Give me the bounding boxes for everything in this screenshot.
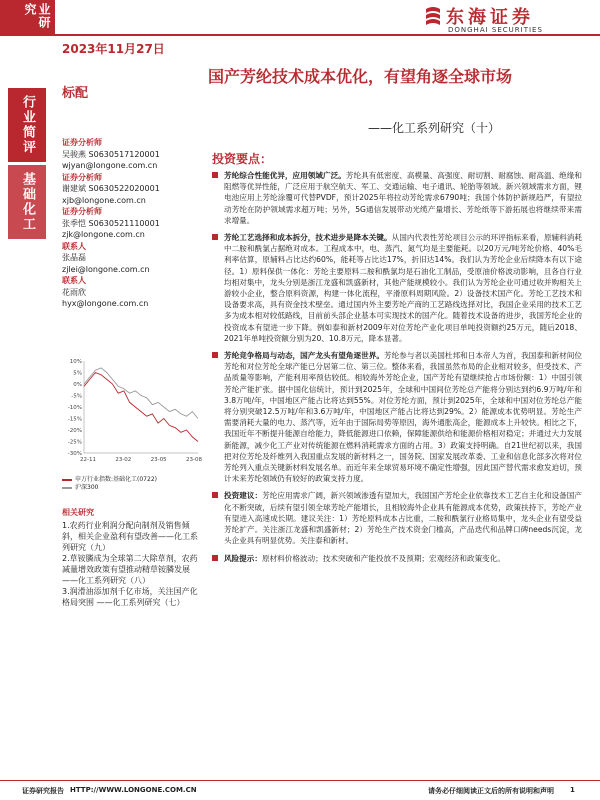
footer-rule <box>0 780 600 781</box>
analyst-role: 证券分析师 <box>62 172 102 182</box>
analyst-role: 证券分析师 <box>62 207 102 216</box>
contact-role: 联系人 <box>62 276 86 285</box>
analyst-entry <box>62 206 202 241</box>
analyst-email[interactable]: xjb@longone.com.cn <box>62 195 146 205</box>
contact-email[interactable]: hyx@longone.com.cn <box>62 299 149 308</box>
rating: 标配 <box>62 86 89 101</box>
chart-legend <box>62 476 157 492</box>
bullet-square-icon <box>212 172 218 178</box>
contact-role: 联系人 <box>62 241 86 251</box>
y-tick-label: 10% <box>69 359 82 365</box>
legend-item-industry <box>62 476 157 484</box>
bullet-lead: 芳纶综合性能优异，应用领域广泛。 <box>224 171 346 180</box>
bullet-square-icon <box>212 492 218 498</box>
legend-label: 申万行业指数:基础化工(0722) <box>75 476 157 483</box>
analyst-role: 证券分析师 <box>62 138 102 147</box>
x-tick-label: 23-05 <box>150 457 167 463</box>
legend-swatch <box>62 487 72 489</box>
analyst-email[interactable]: wjyan@longone.com.cn <box>62 161 158 170</box>
report-title: 国产芳纶技术成本优化，有望角逐全球市场 <box>208 67 513 86</box>
side-tab-review: 行业简评 <box>8 88 46 162</box>
related-item[interactable]: 1.农药行业利润分配向制剂及销售倾斜，相关企业盈利有望改善——化工系列研究（九） <box>62 521 198 552</box>
x-tick-label: 22-11 <box>80 457 96 463</box>
analyst-list <box>62 137 202 310</box>
related-item[interactable]: 2.草铵膦成为全球第二大除草剂，农药减量增效政策有望推动精草铵膦发展——化工系列研究（八） <box>62 554 198 585</box>
bullet-item <box>212 232 582 344</box>
y-tick-label: -5% <box>71 393 82 400</box>
analyst-name: 吴骏燕 S0630517120001 <box>62 149 160 159</box>
x-tick-label: 23-08 <box>186 457 202 463</box>
report-date: 2023年11月27日 <box>62 42 165 56</box>
report-type-tab: 业研究 <box>0 0 55 36</box>
bullet-item <box>212 553 582 564</box>
bullet-square-icon <box>212 234 218 240</box>
analyst-email[interactable]: zjk@longone.com.cn <box>62 230 145 239</box>
footer-disclaimer: 请务必仔细阅读正文后的所有说明和声明 <box>428 787 554 795</box>
bullet-square-icon <box>212 555 218 561</box>
logo-text-cn: 东海证券 <box>446 7 534 28</box>
page-number: 1 <box>570 786 575 794</box>
y-tick-label: -25% <box>67 439 82 446</box>
logo-mark-icon <box>424 5 442 27</box>
y-tick-label: -15% <box>67 416 82 423</box>
key-points-heading: 投资要点： <box>212 152 273 166</box>
contact-name: 花雨欣 <box>62 287 86 297</box>
analyst-name: 谢建斌 S0630522020001 <box>62 184 160 193</box>
bullet-square-icon <box>212 352 218 358</box>
legend-swatch <box>62 479 72 481</box>
contact-entry <box>62 241 202 276</box>
related-research-heading: 相关研究 <box>62 508 94 517</box>
index-performance-chart <box>62 357 202 467</box>
bullet-item <box>212 170 582 226</box>
bullet-text: 芳纶具有低密度、高模量、高强度、耐切割、耐腐蚀、耐高温、绝缘和阻燃等优异性能，广泛应用于航空航天、军工、交通运输、电子通讯、轮胎等领域。新兴领域需求方面，锂电池应用上芳纶涂覆可代替PVDF，预计2025年将拉动芳纶需求6790吨；我国个体防护新规趋严，有望拉动芳纶在防护领域需求超万吨；另外，5G通信发展带动光缆产量增长、芳纶纸等下游拓展也将继续带来需求增量。 <box>224 171 583 225</box>
contact-entry <box>62 275 202 310</box>
analyst-entry <box>62 137 202 172</box>
bullet-lead: 芳纶工艺选择和成本拆分，技术进步是降本关键。 <box>224 233 392 243</box>
y-tick-label: 5% <box>73 370 82 377</box>
footer-url[interactable]: HTTP://WWW.LONGONE.COM.CN <box>70 786 197 794</box>
bullet-lead: 投资建议： <box>224 491 263 501</box>
logo-text-en: DONGHAI SECURITIES <box>448 26 543 34</box>
bullet-text: 从国内代表性芳纶项目公示的环评指标来看，原辅料消耗中二胺和酰氯占据绝对成本。工程成本中，电、蒸汽、氮气均是主要能耗。以20万元/吨芳纶价格、40%毛利率估算，原辅料占比达约60%，能耗等占比达17%，折旧达14%。我们认为芳纶企业后续降本有以下途径。1）原料保供一体化：芳纶主要原料二胺和酰氯均是石油化工制品，受原油价格波动影响，且各自行业均相对集中，龙头分别是浙江龙盛和凯盛新材，其他产能规模较小。我们认为芳纶企业可通过收并购相关上游较小企业，整合原料资源，构建一体化流程，平滑原料周期风险。2）设备技术国产化。芳纶工艺技术和设备要求高，具有资金技术壁垒。通过国内外主要芳纶产商的工艺路线选择对比，我国企业采用的技术工艺多为成本相对较低路线，目前前头部企业基本可实现技术的国产化。随着技术设备的进步，我国芳纶企业的投资成本有望进一步下降。例如泰和新材2009年对位芳纶产业化项目单吨投资额约25万元，随后2018、2021年单吨投资额分别为20、10.8万元，降本显著。 <box>224 233 583 343</box>
key-points-body <box>212 170 582 570</box>
footer-label: 证券研究报告 <box>22 787 64 795</box>
y-tick-label: 0% <box>73 382 82 388</box>
analyst-entry <box>62 172 202 207</box>
bullet-text: 芳纶参与者以美国杜邦和日本帝人为首，我国泰和新材间位芳纶和对位芳纶全球产能已分居第二位、第三位。整体来看，我国虽然布局的企业相对较多，但受技术、产品质量等影响，产能利用率预估较低。相较海外芳纶企业，国产芳纶有望继续抢占市场份额：1）中国引领芳纶产能扩张。据中国化信统计，预计到2025年，全球和中国间位芳纶总产能将分别达到约6.9万吨/年和3.8万吨/年，中国地区产能占比将达到55%。对位芳纶方面，预计到2025年，全球和中国对位芳纶总产能将分别突破12.5万吨/年和3.6万吨/年，中国地区产能占比将达到29%。2）能源成本优势明显。芳纶生产需要消耗大量的电力、蒸汽等，近年由于国际局势等原因，海外通胀高企，能源成本上升较快。相比之下，我国近年不断提升能源自给能力，降低能源进口依赖，保障能源供给和能源价格相对稳定；并通过大力发展新能源，减少化工产业对传统能源在燃料消耗需求方面的占用。3）政策支持明确。自21世纪初以来，我国把对位芳纶及纤维列入我国重点发展的新材料之一，国务院、国家发展改革委、工业和信息化部多次将对位芳纶列入重点关键新材料发展名单。而近年来全球贸易环境不确定性增强，因此国产替代需求愈发迫切，预计未来芳纶领域仍有较好的政策支持力度。 <box>224 351 582 484</box>
side-tab-industry: 基础化工 <box>8 165 46 239</box>
y-tick-label: -30% <box>67 451 82 457</box>
bullet-lead: 芳纶竞争格局与动态，国产龙头有望角逐世界。 <box>224 351 384 361</box>
y-tick-label: -10% <box>67 405 82 411</box>
contact-email[interactable]: zjlei@longone.com.cn <box>62 264 150 274</box>
contact-name: 张晶磊 <box>62 253 86 262</box>
analyst-name: 张季恺 S0630521110001 <box>62 218 160 228</box>
series-line <box>84 368 198 419</box>
report-subtitle: ——化工系列研究（十） <box>368 121 501 135</box>
bullet-item <box>212 490 582 546</box>
bullet-text: 芳纶应用需求广阔，新兴领域渗透有望加大，我国国产芳纶企业依靠技术工艺自主化和设备国产化不断突破，后续有望引领全球芳纶产能增长，且相较海外企业具有能源成本优势，政策扶持下，芳纶产业有望进入高速成长期。建议关注：1）芳纶原料成本占比重，二胺和酰氯行业格局集中，龙头企业有望受益芳纶扩产。关注浙江龙盛和凯盛新材；2）芳纶生产技术资金门槛高，产品迭代和品牌口碑needs沉淀，龙头企业具有明显优势。关注泰和新材。 <box>224 491 583 546</box>
bullet-item <box>212 350 582 484</box>
bullet-lead: 风险提示： <box>224 553 262 563</box>
legend-label: 沪深300 <box>75 484 99 491</box>
series-line <box>84 373 198 442</box>
related-research-list <box>62 520 200 608</box>
related-item[interactable]: 3.润滑油添加剂千亿市场，关注国产化格局突围 ——化工系列研究（七） <box>62 587 198 607</box>
donghai-logo <box>424 3 584 37</box>
x-tick-label: 23-02 <box>115 457 132 463</box>
y-tick-label: -20% <box>67 428 82 434</box>
bullet-text: 原材料价格波动；技术突破和产能投放不及预期；宏观经济和政策变化。 <box>261 553 505 563</box>
legend-item-hs300 <box>62 484 157 492</box>
